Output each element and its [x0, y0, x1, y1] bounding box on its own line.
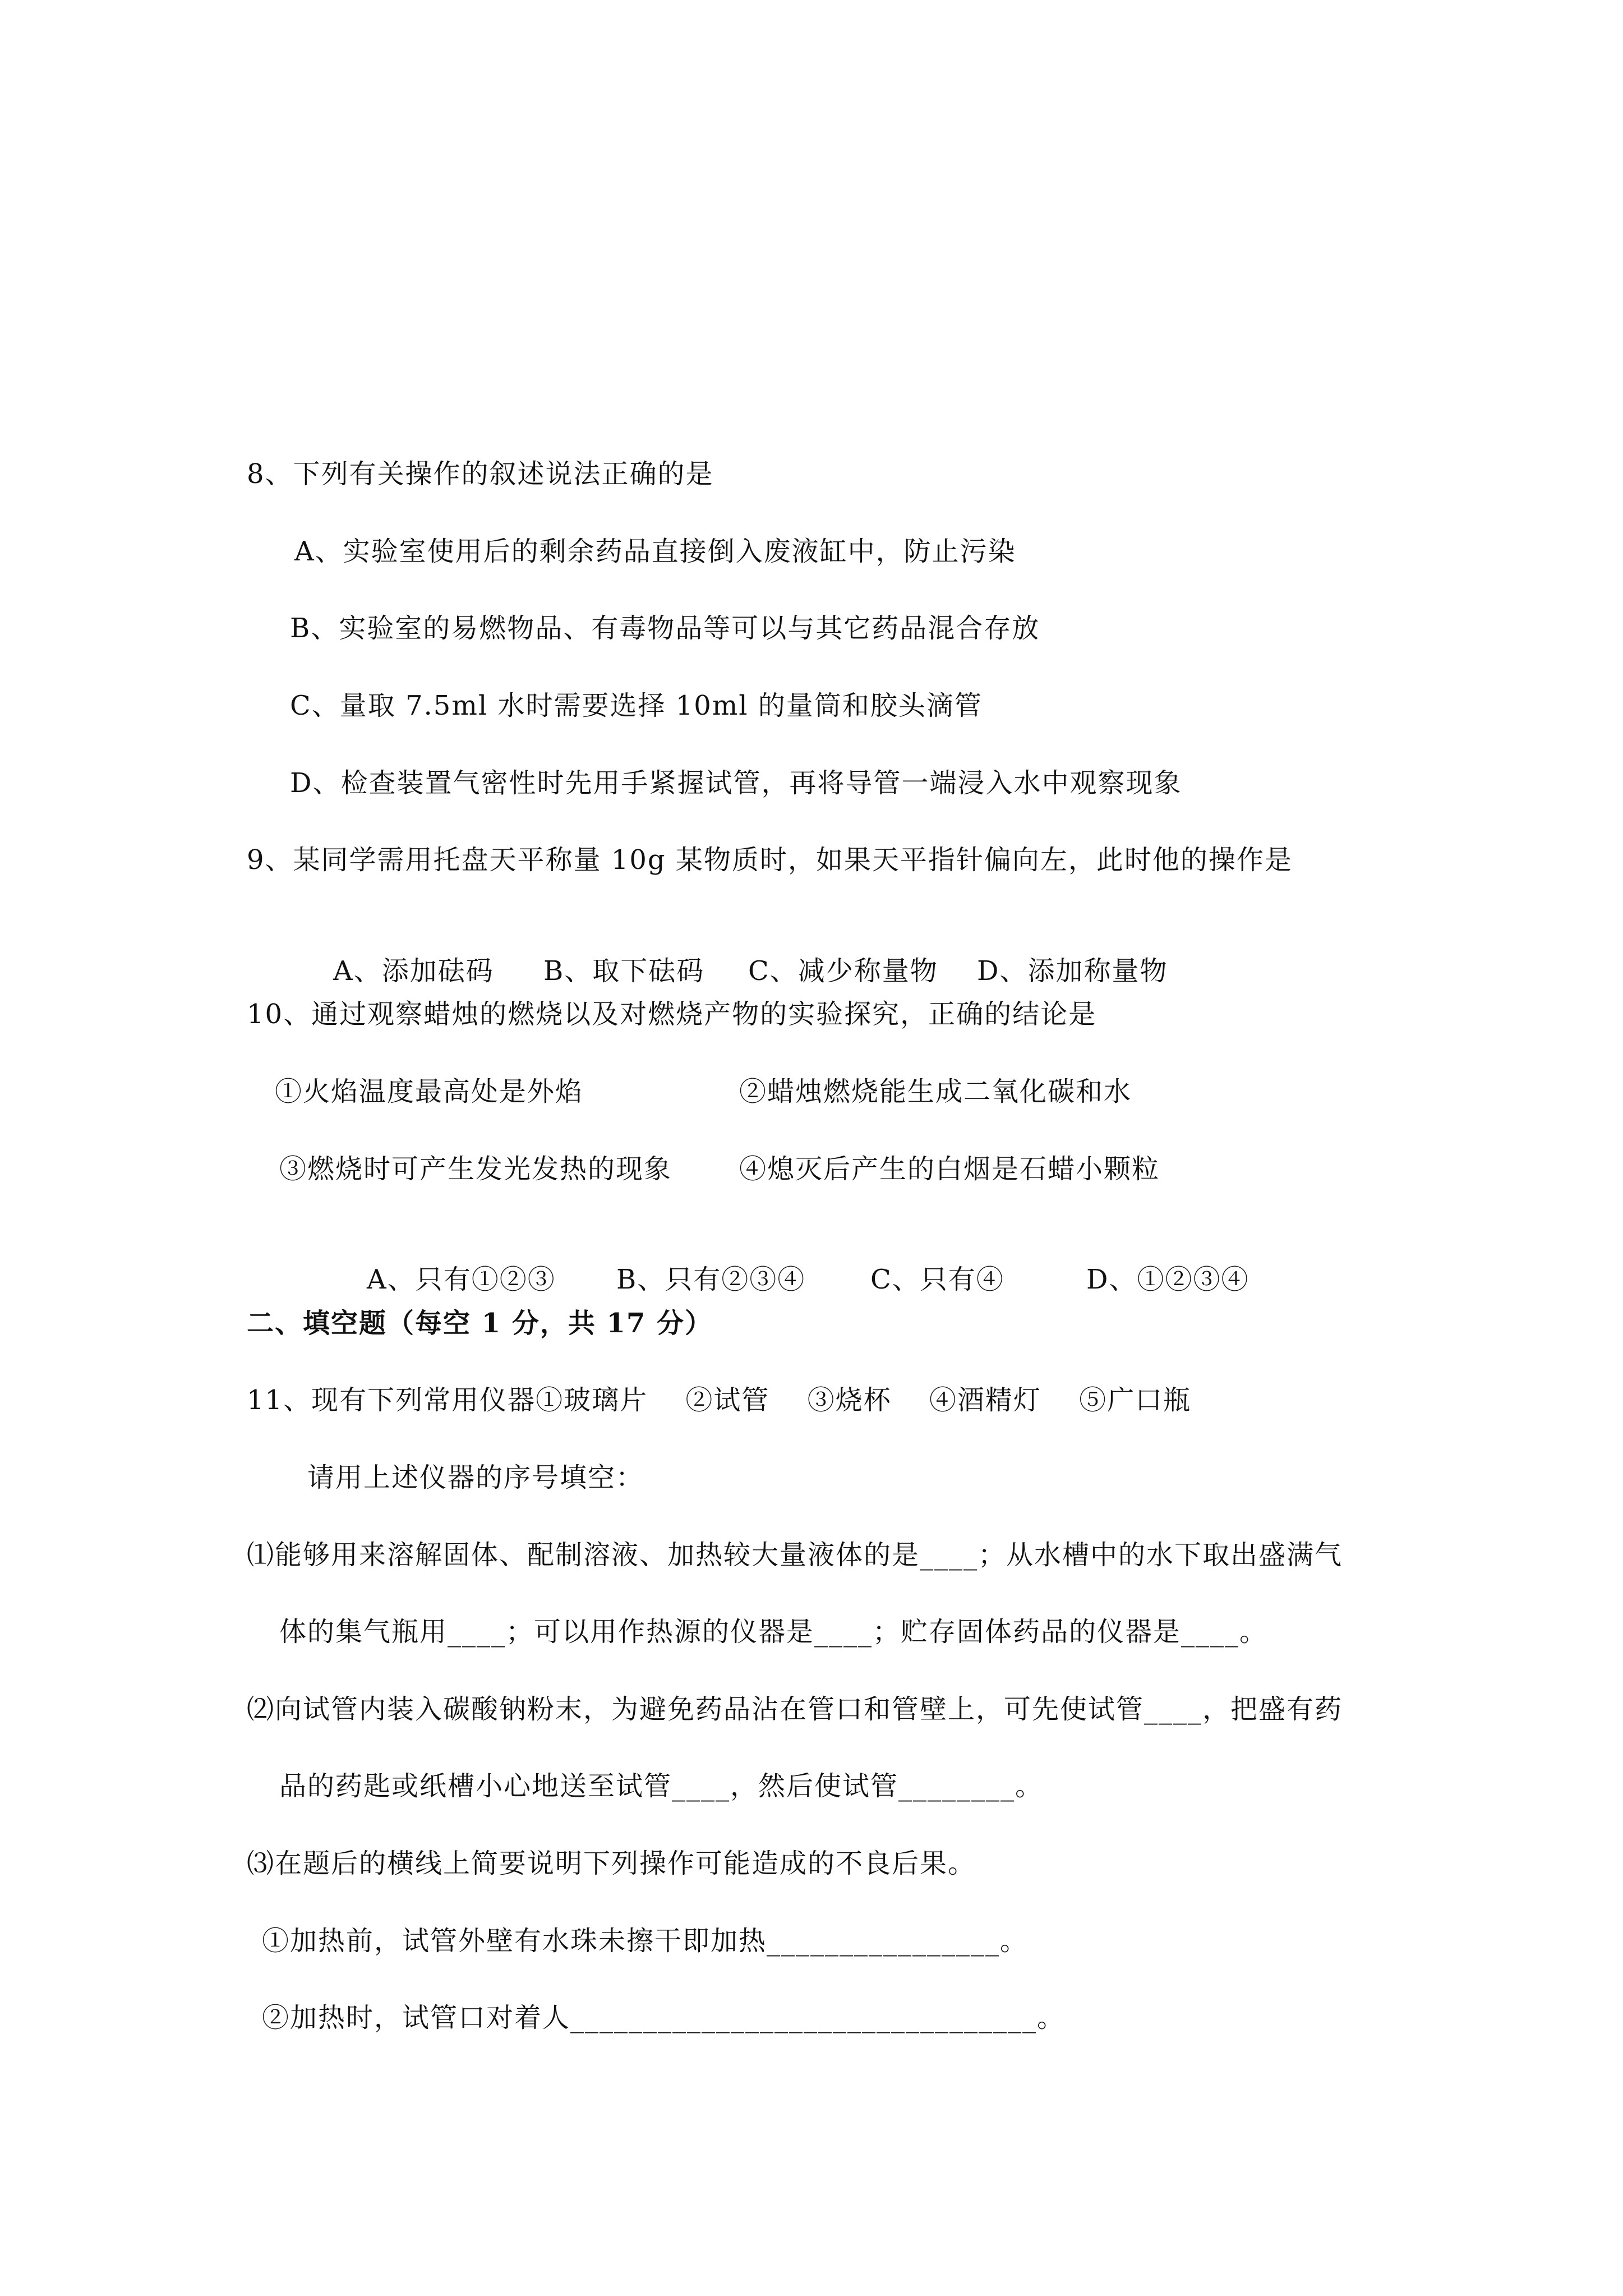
- question-9-option-c: C、减少称量物: [748, 955, 938, 987]
- question-8-option-c: C、量取 7.5ml 水时需要选择 10ml 的量筒和胶头滴管: [290, 690, 983, 721]
- question-10-option-d: D、①②③④: [1086, 1264, 1249, 1295]
- question-10-statement-3: ③燃烧时可产生发光发热的现象: [279, 1153, 672, 1185]
- question-11-part-3-stem: ⑶在题后的横线上简要说明下列操作可能造成的不良后果。: [247, 1848, 976, 1879]
- question-9-option-b: B、取下砝码: [543, 955, 705, 987]
- section-2-heading: 二、填空题（每空 1 分，共 17 分）: [247, 1308, 713, 1339]
- question-9-option-a: A、添加砝码: [333, 955, 494, 987]
- question-8-option-a: A、实验室使用后的剩余药品直接倒入废液缸中，防止污染: [294, 536, 1016, 567]
- question-10-option-c: C、只有④: [870, 1264, 1004, 1295]
- question-11-part-3-item-1: ①加热前，试管外壁有水珠未擦干即加热________________。: [262, 1925, 1029, 1957]
- question-8-option-d: D、检查装置气密性时先用手紧握试管，再将导管一端浸入水中观察现象: [290, 767, 1182, 799]
- question-11-part-2-line-2: 品的药匙或纸槽小心地送至试管____，然后使试管________。: [279, 1770, 1044, 1802]
- question-9-option-d: D、添加称量物: [977, 955, 1168, 987]
- question-11-part-1-line-1: ⑴能够用来溶解固体、配制溶液、加热较大量液体的是____；从水槽中的水下取出盛满气: [247, 1539, 1343, 1571]
- question-10-option-b: B、只有②③④: [616, 1264, 806, 1295]
- question-10-statement-1: ①火焰温度最高处是外焰: [275, 1076, 584, 1107]
- question-8-option-b: B、实验室的易燃物品、有毒物品等可以与其它药品混合存放: [290, 613, 1040, 644]
- question-11-stem: 11、现有下列常用仪器①玻璃片 ②试管 ③烧杯 ④酒精灯 ⑤广口瓶: [247, 1384, 1192, 1416]
- question-11-part-2-line-1: ⑵向试管内装入碳酸钠粉末，为避免药品沾在管口和管壁上，可先使试管____，把盛有药: [247, 1694, 1343, 1725]
- question-10-statement-4: ④熄灭后产生的白烟是石蜡小颗粒: [739, 1153, 1160, 1185]
- question-11-instruction: 请用上述仪器的序号填空：: [307, 1462, 644, 1493]
- question-10-stem: 10、通过观察蜡烛的燃烧以及对燃烧产物的实验探究，正确的结论是: [247, 999, 1097, 1030]
- question-10-option-a: A、只有①②③: [367, 1264, 556, 1295]
- question-9-stem: 9、某同学需用托盘天平称量 10g 某物质时，如果天平指针偏向左，此时他的操作是: [247, 844, 1293, 876]
- question-11-part-3-item-2: ②加热时，试管口对着人________________________________。: [262, 2002, 1066, 2033]
- question-11-part-1-line-2: 体的集气瓶用____；可以用作热源的仪器是____；贮存固体药品的仪器是____。: [279, 1616, 1268, 1648]
- question-8-stem: 8、下列有关操作的叙述说法正确的是: [247, 458, 714, 490]
- question-10-statement-2: ②蜡烛燃烧能生成二氧化碳和水: [739, 1076, 1132, 1107]
